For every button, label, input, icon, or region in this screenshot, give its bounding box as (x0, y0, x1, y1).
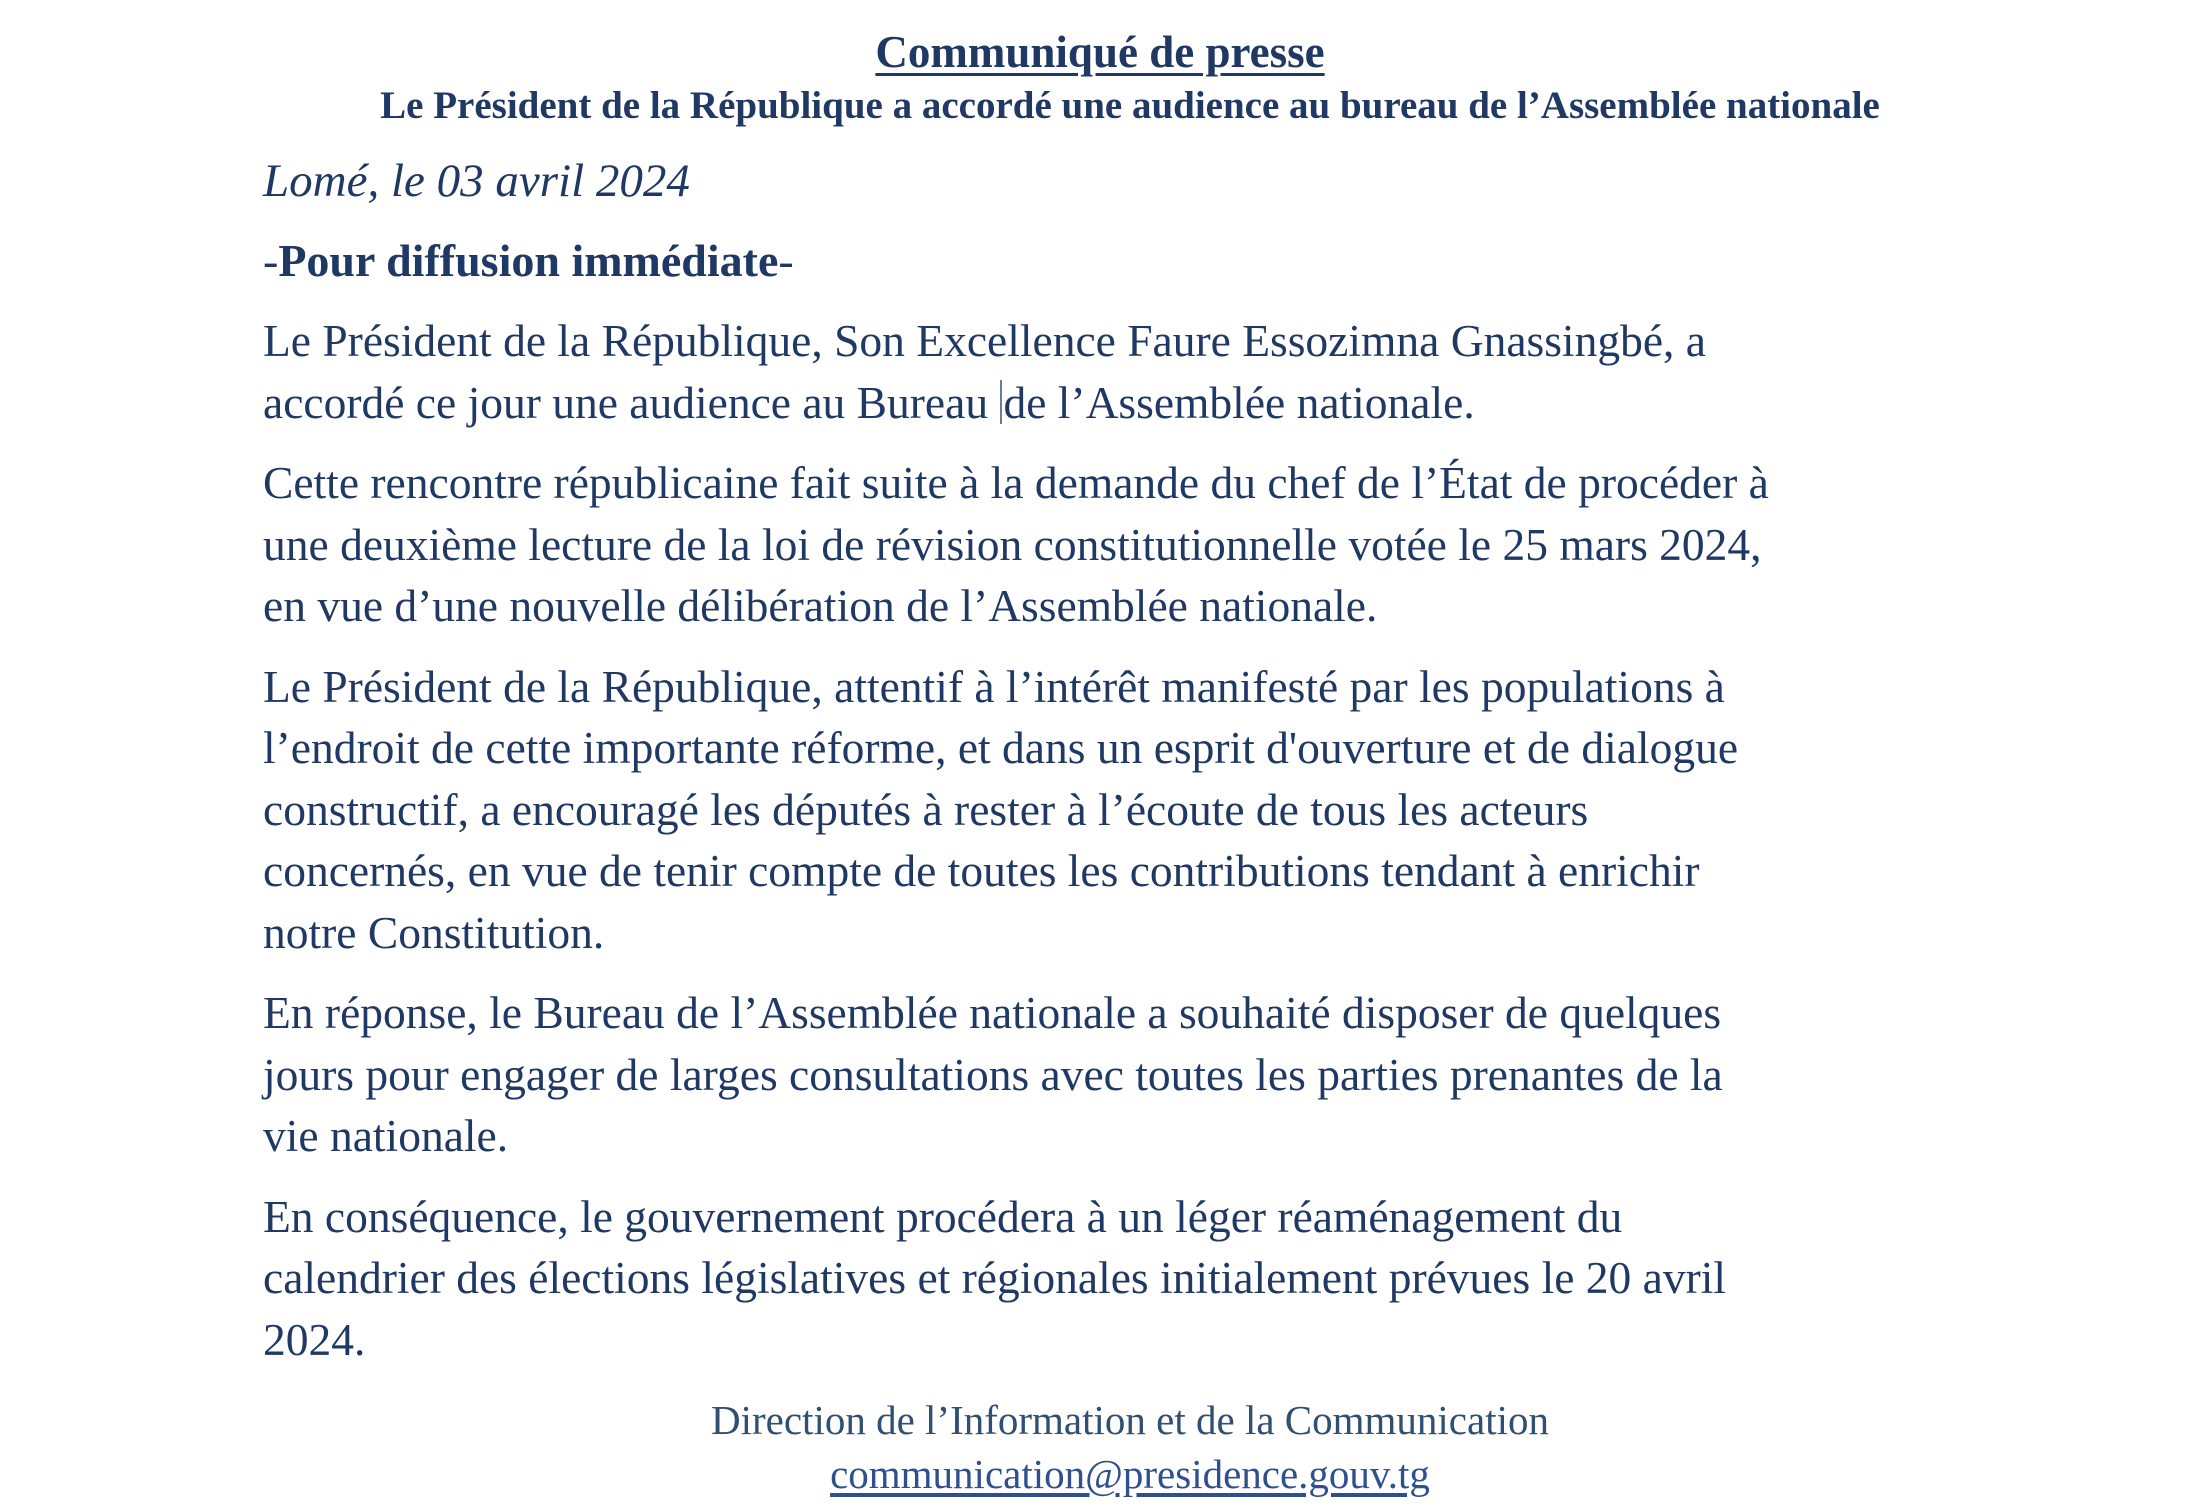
paragraph-audience-part2: de l’Assemblée nationale. (1003, 376, 1475, 428)
release-label: Pour diffusion immédiate (278, 235, 779, 286)
paragraph-second-reading: Cette rencontre républicaine fait suite à la demande du chef de l’État de procéder à une deuxième lecture de la loi de révision constitutionnelle votée le 25 mars 2024, en vue d’une nouvelle délibération de l’Assemblée nationale. (263, 457, 1769, 631)
release-notice (263, 230, 2053, 292)
title-text: Communiqué de presse (875, 27, 1325, 77)
contact-email-link[interactable]: communication@presidence.gouv.tg (830, 1451, 1430, 1497)
document-body (263, 150, 2053, 1389)
footer-department: Direction de l’Information et de la Communication (711, 1397, 1549, 1443)
page-title (0, 24, 2200, 80)
footer-contact (60, 1447, 2200, 1501)
release-suffix: - (778, 235, 794, 286)
paragraph-audience-part1: Le Président de la République, Son Excellence Faure Essozimna Gnassingbé, a accordé ce jour une audience au Bureau (263, 315, 1706, 428)
release-prefix: - (263, 235, 279, 286)
paragraph-consequence: En conséquence, le gouvernement procédera à un léger réaménagement du calendrier des élections législatives et régionales initialement prévues le 20 avril 2024. (263, 1190, 1727, 1365)
footer (0, 1393, 2200, 1501)
paragraph-president-attentive: Le Président de la République, attentif à l’intérêt manifesté par les populations à l’endroit de cette importante réforme, et dans un esprit d'ouverture et de dialogue constructif, a encouragé les députés à rester à l’écoute de tous les acteurs concernés, en vue de tenir compte de toutes les contributions tendant à enrichir notre Constitution. (263, 660, 1739, 958)
paragraph-audience (263, 310, 2053, 433)
paragraph-bureau-response: En réponse, le Bureau de l’Assemblée nationale a souhaité disposer de quelques jours pour engager de larges consultations avec toutes les parties prenantes de la vie nationale. (263, 987, 1723, 1161)
page-subtitle: Le Président de la République a accordé une audience au bureau de l’Assemblée nationale (380, 84, 1880, 127)
dateline: Lomé, le 03 avril 2024 (263, 155, 690, 207)
